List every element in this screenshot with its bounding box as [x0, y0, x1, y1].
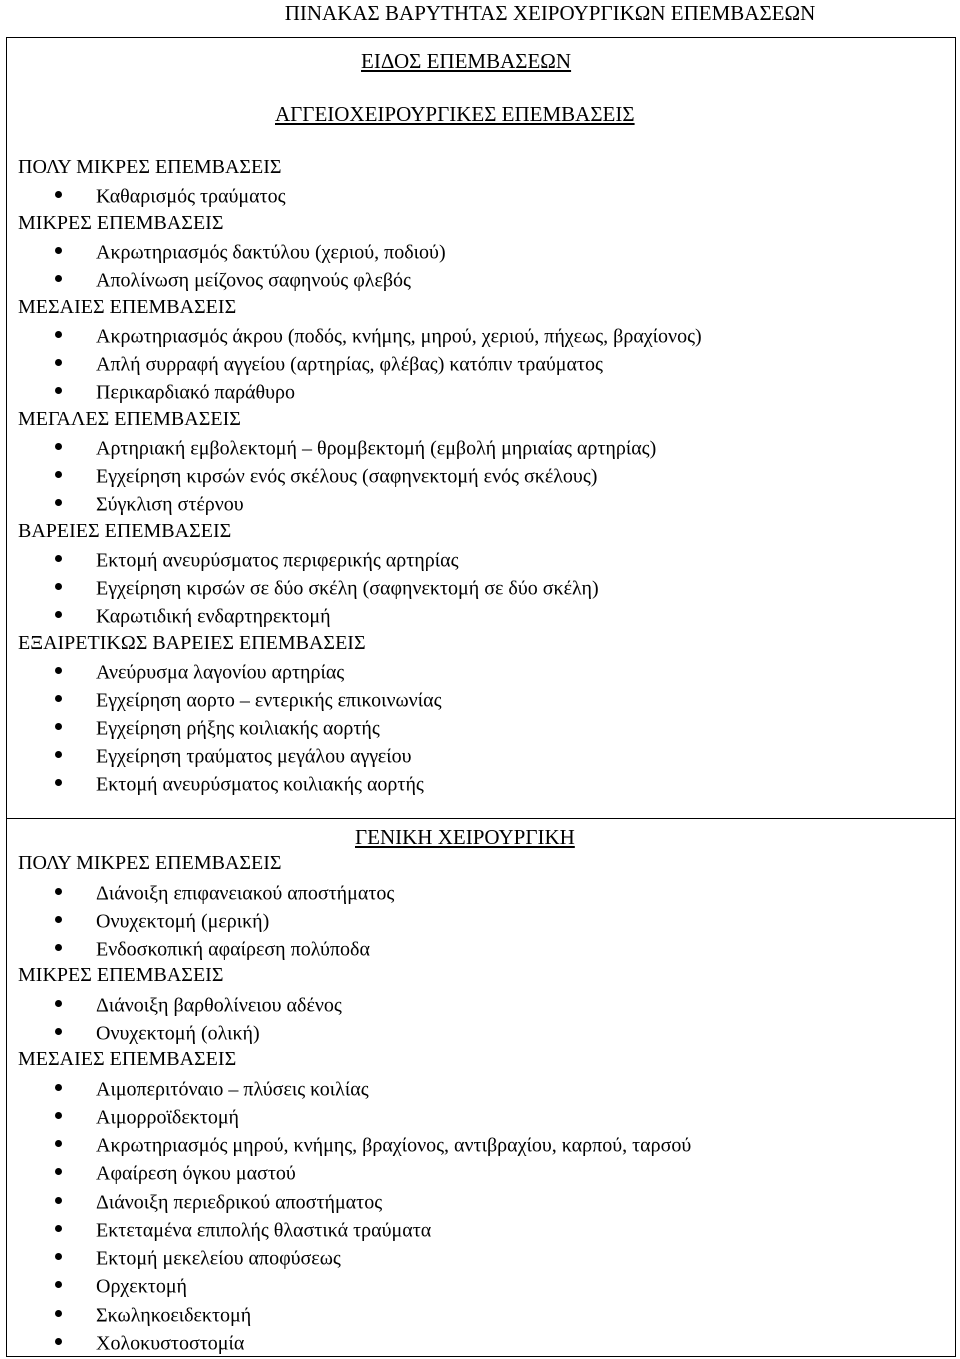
bullet-icon	[55, 499, 62, 506]
item-text: Αφαίρεση όγκου μαστού	[96, 1162, 296, 1185]
list-item	[55, 603, 331, 628]
list-item	[55, 1160, 296, 1185]
bullet-icon	[55, 751, 62, 758]
item-text: Σύγκλιση στέρνου	[96, 493, 244, 516]
list-item	[55, 239, 446, 264]
item-text: Εγχείρηση κιρσών σε δύο σκέλη (σαφηνεκτομή σε δύο σκέλη)	[96, 577, 599, 600]
list-item	[55, 267, 411, 292]
list-item	[55, 491, 244, 516]
item-text: Απλή συρραφή αγγείου (αρτηρίας, φλέβας) κατόπιν τραύματος	[96, 353, 603, 376]
list-item	[55, 547, 459, 572]
list-item	[55, 323, 702, 348]
item-text: Αιμοπεριτόναιο – πλύσεις κοιλίας	[96, 1078, 369, 1101]
section-divider	[6, 818, 956, 819]
list-item	[55, 1132, 691, 1157]
bullet-icon	[55, 1281, 62, 1288]
bullet-icon	[55, 1253, 62, 1260]
list-item	[55, 1189, 382, 1214]
bullet-icon	[55, 779, 62, 786]
item-text: Διάνοιξη περιεδρικού αποστήματος	[96, 1191, 383, 1214]
item-text: Εγχείρηση αορτο – εντερικής επικοινωνίας	[96, 689, 442, 712]
category-label: ΒΑΡΕΙΕΣ ΕΠΕΜΒΑΣΕΙΣ	[18, 520, 232, 542]
item-text: Εκτομή ανευρύσματος κοιλιακής αορτής	[96, 773, 424, 796]
bullet-icon	[55, 667, 62, 674]
category-label: ΜΕΣΑΙΕΣ ΕΠΕΜΒΑΣΕΙΣ	[18, 1048, 237, 1070]
list-item	[55, 379, 295, 404]
list-item	[55, 1104, 239, 1129]
list-item	[55, 1245, 341, 1270]
bullet-icon	[55, 1112, 62, 1119]
list-item	[55, 1076, 369, 1101]
bullet-icon	[55, 443, 62, 450]
item-text: Περικαρδιακό παράθυρο	[96, 381, 295, 404]
item-text: Εκτομή ανευρύσματος περιφερικής αρτηρίας	[96, 549, 459, 572]
item-text: Εγχείρηση ρήξης κοιλιακής αορτής	[96, 717, 380, 740]
item-text: Διάνοιξη επιφανειακού αποστήματος	[96, 882, 395, 905]
category-label: ΜΙΚΡΕΣ ΕΠΕΜΒΑΣΕΙΣ	[18, 212, 224, 234]
section-title-vascular: ΑΓΓΕΙΟΧΕΙΡΟΥΡΓΙΚΕΣ ΕΠΕΜΒΑΣΕΙΣ	[275, 102, 635, 126]
column-header: ΕΙΔΟΣ ΕΠΕΜΒΑΣΕΩΝ	[361, 49, 572, 73]
bullet-icon	[55, 611, 62, 618]
list-item	[55, 575, 599, 600]
bullet-icon	[55, 1225, 62, 1232]
list-item	[55, 351, 603, 376]
list-item	[55, 743, 411, 768]
bullet-icon	[55, 695, 62, 702]
category-label: ΜΕΓΑΛΕΣ ΕΠΕΜΒΑΣΕΙΣ	[18, 408, 241, 430]
bullet-icon	[55, 1197, 62, 1204]
list-item	[55, 687, 442, 712]
item-text: Ενδοσκοπική αφαίρεση πολύποδα	[96, 938, 370, 961]
bullet-icon	[55, 1000, 62, 1007]
bullet-icon	[55, 331, 62, 338]
category-label: ΠΟΛΥ ΜΙΚΡΕΣ ΕΠΕΜΒΑΣΕΙΣ	[18, 156, 282, 178]
bullet-icon	[55, 916, 62, 923]
list-item	[55, 1020, 260, 1045]
bullet-icon	[55, 471, 62, 478]
item-text: Εγχείρηση κιρσών ενός σκέλους (σαφηνεκτομή ενός σκέλους)	[96, 465, 598, 488]
item-text: Διάνοιξη βαρθολίνειου αδένος	[96, 994, 342, 1017]
item-text: Αρτηριακή εμβολεκτομή – θρομβεκτομή (εμβολή μηριαίας αρτηρίας)	[96, 437, 657, 460]
bullet-icon	[55, 583, 62, 590]
item-text: Απολίνωση μείζονος σαφηνούς φλεβός	[96, 269, 411, 292]
bullet-icon	[55, 1310, 62, 1317]
list-item	[55, 771, 424, 796]
item-text: Ορχεκτομή	[96, 1275, 187, 1298]
bullet-icon	[55, 247, 62, 254]
item-text: Ακρωτηριασμός δακτύλου (χεριού, ποδιού)	[96, 241, 446, 264]
section-title-general-surgery: ΓΕΝΙΚΗ ΧΕΙΡΟΥΡΓΙΚΗ	[355, 825, 575, 849]
bullet-icon	[55, 1168, 62, 1175]
category-label: ΕΞΑΙΡΕΤΙΚΩΣ ΒΑΡΕΙΕΣ ΕΠΕΜΒΑΣΕΙΣ	[18, 632, 366, 654]
item-text: Χολοκυστοστομία	[96, 1332, 245, 1355]
bullet-icon	[55, 275, 62, 282]
item-text: Εγχείρηση τραύματος μεγάλου αγγείου	[96, 745, 412, 768]
list-item	[55, 659, 344, 684]
bullet-icon	[55, 723, 62, 730]
item-text: Εκτομή μεκελείου αποφύσεως	[96, 1247, 341, 1270]
bullet-icon	[55, 944, 62, 951]
item-text: Καθαρισμός τραύματος	[96, 185, 286, 208]
item-text: Ακρωτηριασμός άκρου (ποδός, κνήμης, μηρού, χεριού, πήχεως, βραχίονος)	[96, 325, 702, 348]
bullet-icon	[55, 191, 62, 198]
item-text: Ανεύρυσμα λαγονίου αρτηρίας	[96, 661, 345, 684]
bullet-icon	[55, 387, 62, 394]
list-item	[55, 908, 269, 933]
bullet-icon	[55, 359, 62, 366]
category-label: ΜΕΣΑΙΕΣ ΕΠΕΜΒΑΣΕΙΣ	[18, 296, 237, 318]
bullet-icon	[55, 1084, 62, 1091]
category-label: ΜΙΚΡΕΣ ΕΠΕΜΒΑΣΕΙΣ	[18, 964, 224, 986]
category-label: ΠΟΛΥ ΜΙΚΡΕΣ ΕΠΕΜΒΑΣΕΙΣ	[18, 852, 282, 874]
item-text: Καρωτιδική ενδαρτηρεκτομή	[96, 605, 331, 628]
item-text: Ονυχεκτομή (ολική)	[96, 1022, 260, 1045]
list-item	[55, 463, 597, 488]
page-title: ΠΙΝΑΚΑΣ ΒΑΡΥΤΗΤΑΣ ΧΕΙΡΟΥΡΓΙΚΩΝ ΕΠΕΜΒΑΣΕΩΝ	[284, 1, 816, 25]
list-item	[55, 1302, 251, 1327]
list-item	[55, 1330, 244, 1355]
item-text: Σκωληκοειδεκτομή	[96, 1304, 252, 1327]
item-text: Αιμορροϊδεκτομή	[96, 1106, 240, 1129]
bullet-icon	[55, 1028, 62, 1035]
list-item	[55, 992, 342, 1017]
list-item	[55, 183, 286, 208]
item-text: Ακρωτηριασμός μηρού, κνήμης, βραχίονος, αντιβραχίου, καρπού, ταρσού	[96, 1134, 692, 1157]
list-item	[55, 715, 380, 740]
list-item	[55, 435, 656, 460]
bullet-icon	[55, 1140, 62, 1147]
list-item	[55, 1273, 187, 1298]
list-item	[55, 936, 370, 961]
list-item	[55, 1217, 431, 1242]
list-item	[55, 880, 394, 905]
item-text: Ονυχεκτομή (μερική)	[96, 910, 270, 933]
item-text: Εκτεταμένα επιπολής θλαστικά τραύματα	[96, 1219, 432, 1242]
bullet-icon	[55, 1338, 62, 1345]
bullet-icon	[55, 888, 62, 895]
bullet-icon	[55, 555, 62, 562]
